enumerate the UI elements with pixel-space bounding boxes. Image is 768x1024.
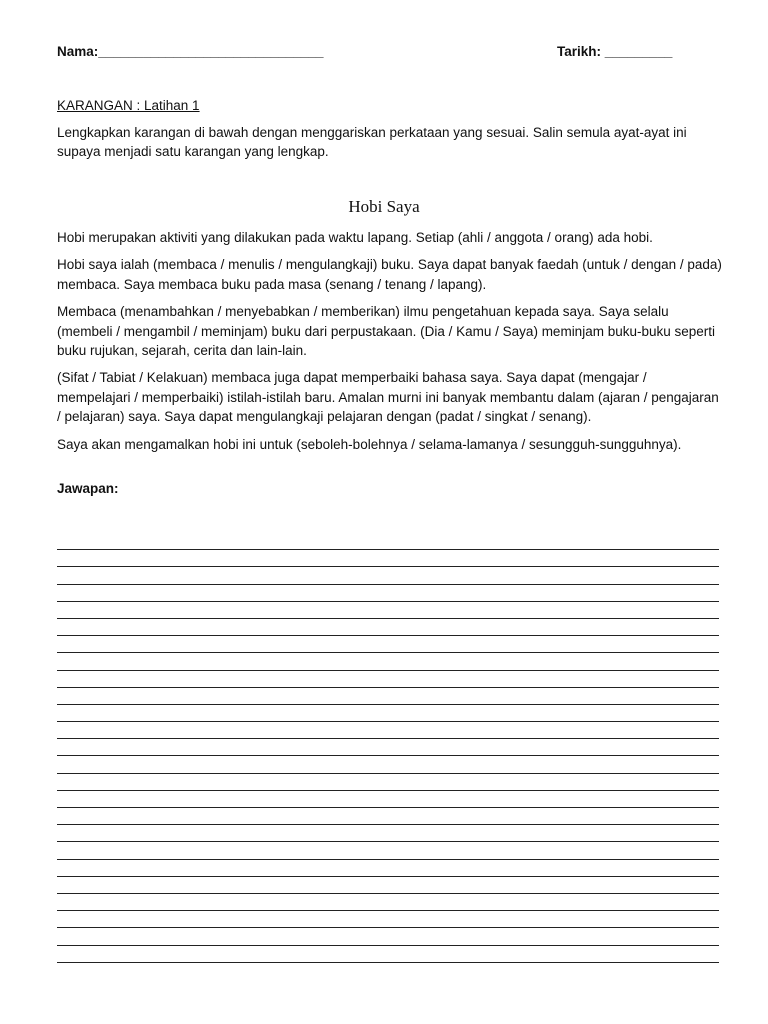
essay-paragraph-1: Hobi merupakan aktiviti yang dilakukan pada waktu lapang. Setiap (ahli / anggota / orang) ada hobi.	[57, 230, 653, 245]
answer-line[interactable]	[57, 756, 719, 773]
answer-line[interactable]	[57, 688, 719, 705]
answer-line[interactable]	[57, 825, 719, 842]
answer-line[interactable]	[57, 653, 719, 670]
answer-label: Jawapan:	[57, 481, 119, 496]
answer-line[interactable]	[57, 791, 719, 808]
essay-paragraph-4: (Sifat / Tabiat / Kelakuan) membaca juga dapat memperbaiki bahasa saya. Saya dapat (mengajar / mempelajari / memperbaiki) istilah-istilah baru. Amalan murni ini banyak membantu dalam (ajaran / pengajaran / pelajaran) saya. Saya dapat mengulangkaji pelajaran dengan (padat / singkat / senang).	[57, 370, 719, 425]
answer-line[interactable]	[57, 860, 719, 877]
answer-line[interactable]	[57, 877, 719, 894]
answer-line[interactable]	[57, 911, 719, 928]
answer-line[interactable]	[57, 774, 719, 791]
essay-paragraph-2: Hobi saya ialah (membaca / menulis / mengulangkaji) buku. Saya dapat banyak faedah (untuk / dengan / pada) membaca. Saya membaca buku pada masa (senang / tenang / lapang).	[57, 257, 722, 292]
answer-line[interactable]	[57, 928, 719, 945]
answer-line[interactable]	[57, 808, 719, 825]
answer-line[interactable]	[57, 705, 719, 722]
answer-line[interactable]	[57, 567, 719, 584]
name-field: Nama:______________________________	[57, 44, 324, 59]
answer-line[interactable]	[57, 550, 719, 567]
answer-line[interactable]	[57, 619, 719, 636]
answer-line[interactable]	[57, 739, 719, 756]
date-field: Tarikh: _________	[557, 44, 673, 59]
section-heading: KARANGAN : Latihan 1	[57, 98, 200, 113]
answer-line[interactable]	[57, 585, 719, 602]
essay-paragraph-5: Saya akan mengamalkan hobi ini untuk (seboleh-bolehnya / selama-lamanya / sesungguh-sungguhnya).	[57, 436, 682, 452]
answer-line[interactable]	[57, 946, 719, 963]
answer-line[interactable]	[57, 842, 719, 859]
essay-paragraph-3: Membaca (menambahkan / menyebabkan / memberikan) ilmu pengetahuan kepada saya. Saya selalu (membeli / mengambil / meminjam) buku dari perpustakaan. (Dia / Kamu / Saya) meminjam buku-buku seperti buku rujukan, sejarah, cerita dan lain-lain.	[57, 304, 716, 359]
essay-title: Hobi Saya	[348, 197, 420, 216]
answer-line[interactable]	[57, 671, 719, 688]
instructions-text: Lengkapkan karangan di bawah dengan menggariskan perkataan yang sesuai. Salin semula ayat-ayat ini supaya menjadi satu karangan yang lengkap.	[57, 125, 687, 159]
answer-line[interactable]	[57, 533, 719, 550]
answer-line[interactable]	[57, 636, 719, 653]
answer-line[interactable]	[57, 602, 719, 619]
answer-line[interactable]	[57, 722, 719, 739]
essay-body	[57, 228, 722, 462]
answer-lines	[57, 533, 719, 963]
answer-line[interactable]	[57, 894, 719, 911]
